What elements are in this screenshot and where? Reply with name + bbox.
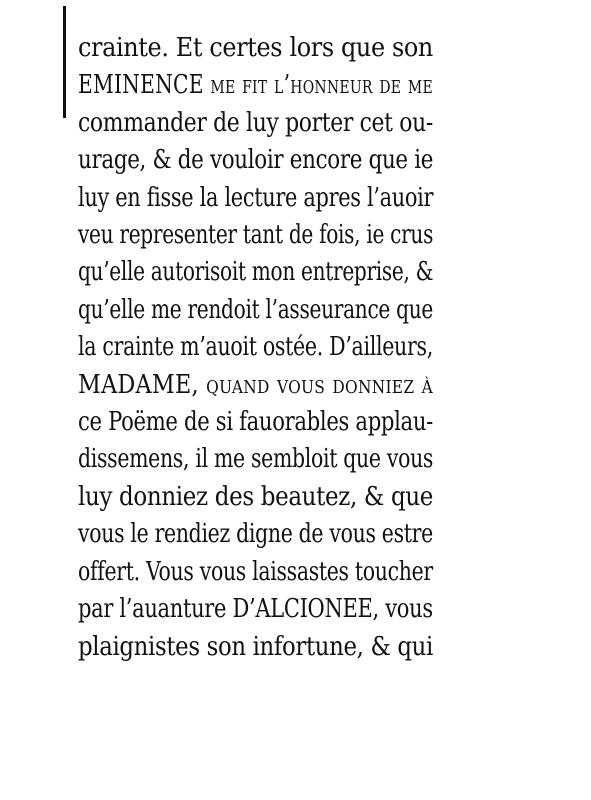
text-line-4: urage, & de vouloir encore que ie xyxy=(78,145,434,176)
text-line-15: offert. Vous vous laissastes toucher xyxy=(78,556,433,587)
text-line-7: qu’elle autorisoit mon entreprise, & xyxy=(78,257,434,288)
text-line-10: MADAME, quand vous donniez à xyxy=(78,369,434,400)
text-line-3: commander de luy porter cet ou- xyxy=(78,107,433,138)
text-line-12: dissemens, il me sembloit que vous xyxy=(78,444,434,475)
text-line-9: la crainte m’auoit ostée. D’ailleurs, xyxy=(78,332,433,363)
text-line-1: crainte. Et certes lors que son xyxy=(78,33,433,63)
text-line-16: par l’auanture D’ALCIONEE, vous xyxy=(78,594,433,625)
body-text xyxy=(78,30,438,666)
text-line-14: vous le rendiez digne de vous estre xyxy=(78,519,433,550)
text-line-11: ce Poëme de si fauorables applau- xyxy=(78,407,433,438)
text-line-6: veu representer tant de fois, ie crus xyxy=(78,220,434,251)
text-line-5: luy en fisse la lecture apres l’auoir xyxy=(78,182,434,213)
text-line-13: luy donniez des beautez, & que xyxy=(78,481,434,512)
text-line-17: plaignistes son infortune, & qui xyxy=(78,631,433,662)
text-line-8: qu’elle me rendoit l’asseurance que xyxy=(78,294,434,325)
gutter-rule xyxy=(63,6,66,118)
text-line-2: EMINENCE me fit l’honneur de me xyxy=(78,70,433,101)
